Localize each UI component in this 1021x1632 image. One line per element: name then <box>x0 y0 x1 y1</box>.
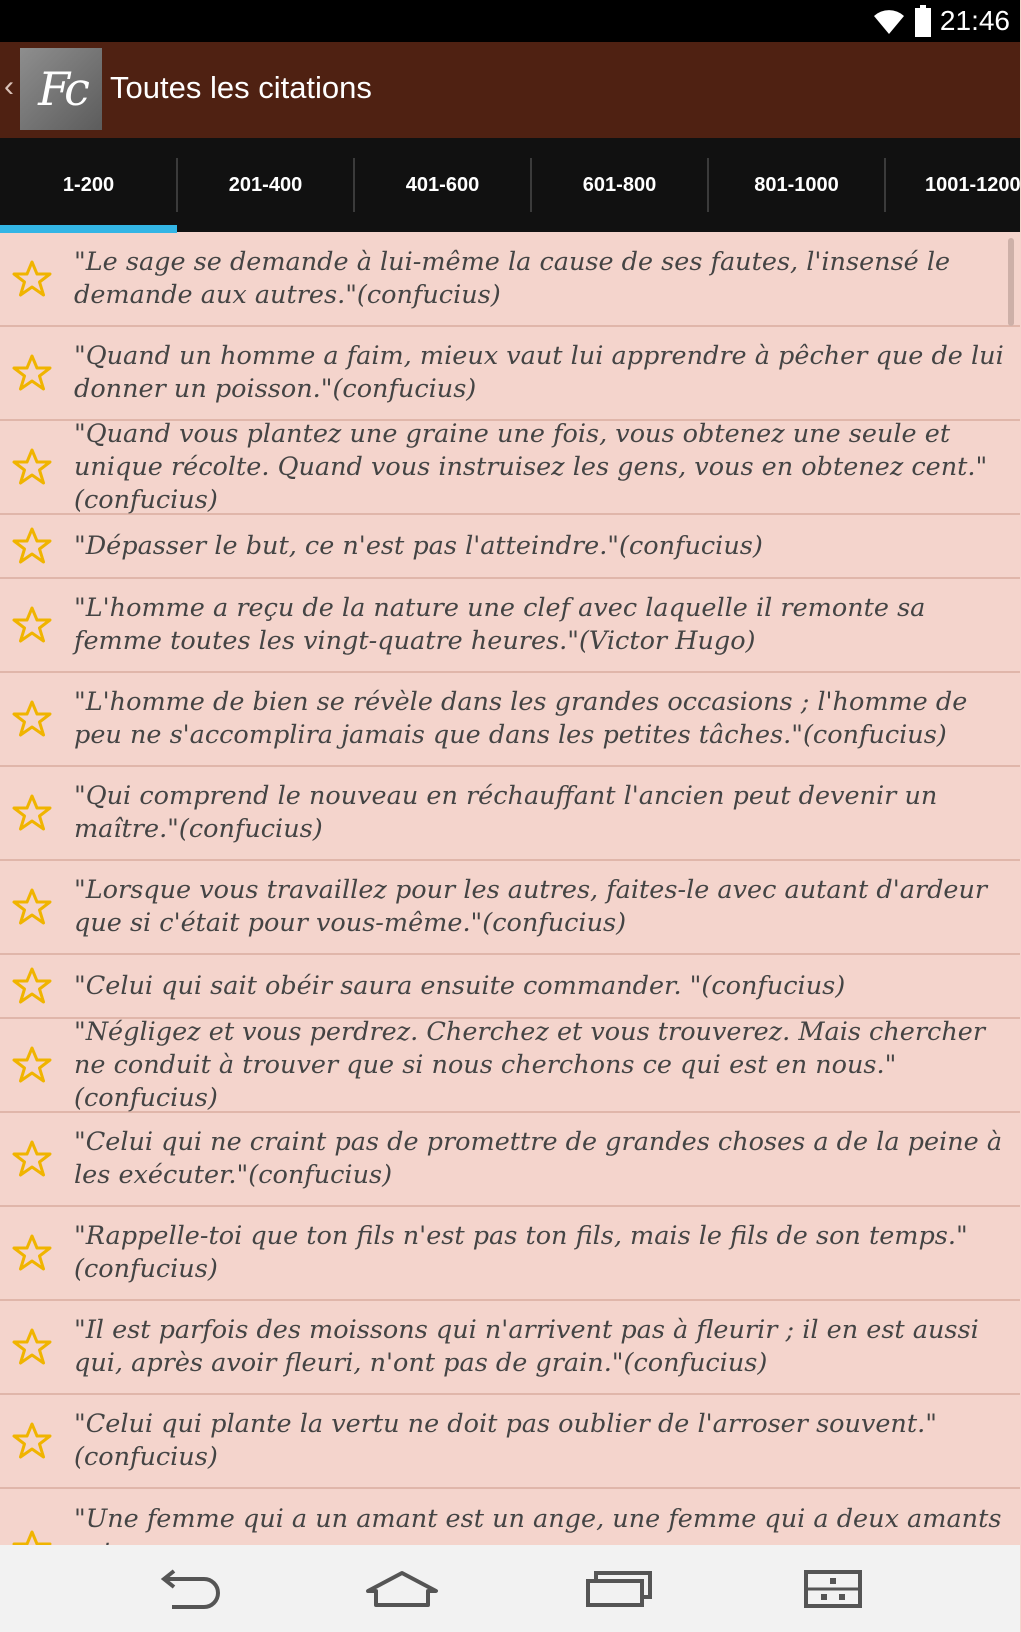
quote-text: "L'homme a reçu de la nature une clef avec laquelle il remonte sa femme toutes les vingt-quatre heures."(Victor Hugo) <box>74 593 926 656</box>
up-caret-icon[interactable]: ‹ <box>4 70 14 103</box>
list-item[interactable] <box>0 418 1020 515</box>
tab-201-400[interactable]: 201-400 <box>228 173 303 196</box>
quote-text: "Qui comprend le nouveau en réchauffant l'ancien peut devenir un maître."(confucius) <box>74 781 938 844</box>
quote-text: "Négligez et vous perdrez. Cherchez et vous trouverez. Mais chercher ne conduit à trouver que si nous cherchons ce qui est en nous."(confucius) <box>74 1016 986 1113</box>
tab-1-200[interactable]: 1-200 <box>62 173 115 196</box>
menu-icon <box>803 1569 863 1609</box>
list-item[interactable] <box>0 955 1020 1019</box>
list-item[interactable] <box>0 1113 1020 1207</box>
quote-list[interactable] <box>0 233 1020 1545</box>
quote-text: "Le sage se demande à lui-même la cause de ses fautes, l'insensé le demande aux autres."(confucius) <box>74 247 951 310</box>
action-bar <box>0 42 1020 138</box>
status-icons <box>872 4 1010 38</box>
scrollbar[interactable] <box>1008 238 1014 326</box>
system-nav-bar <box>0 1545 1020 1632</box>
list-item[interactable] <box>0 233 1020 327</box>
tab-801-1000[interactable]: 801-1000 <box>754 173 839 196</box>
list-item[interactable] <box>0 673 1020 767</box>
star-icon[interactable] <box>12 259 52 299</box>
quote-text: "Il est parfois des moissons qui n'arrivent pas à fleurir ; il en est aussi qui, après avoir fleuri, n'ont pas de grain."(confucius) <box>74 1315 979 1378</box>
list-item[interactable] <box>0 767 1020 861</box>
star-icon[interactable] <box>12 353 52 393</box>
tab-1001-1200[interactable]: 1001-1200 <box>925 173 1021 196</box>
menu-button[interactable] <box>788 1559 878 1619</box>
app-logo-text: Fc <box>38 62 84 116</box>
app-logo[interactable] <box>20 48 102 130</box>
quote-text: "Dépasser le but, ce n'est pas l'atteindre."(confucius) <box>74 530 763 561</box>
star-icon[interactable] <box>12 447 52 487</box>
home-button[interactable] <box>357 1559 447 1619</box>
star-icon[interactable] <box>12 793 52 833</box>
quote-text: "Quand un homme a faim, mieux vaut lui apprendre à pêcher que de lui donner un poisson."(confucius) <box>74 341 1004 404</box>
wifi-icon <box>872 6 906 36</box>
list-item[interactable] <box>0 1016 1020 1113</box>
tab-601-800[interactable]: 601-800 <box>582 173 657 196</box>
quote-text: "Quand vous plantez une graine une fois, vous obtenez une seule et unique récolte. Quand vous instruisez les gens, vous en obtenez cent."(confucius) <box>74 418 988 515</box>
tab-401-600[interactable]: 401-600 <box>405 173 480 196</box>
tab-bar <box>0 138 1020 232</box>
selected-tab-indicator <box>0 225 177 233</box>
list-item[interactable] <box>0 515 1020 579</box>
star-icon[interactable] <box>12 699 52 739</box>
list-item[interactable] <box>0 579 1020 673</box>
list-item[interactable] <box>0 327 1020 421</box>
recent-apps-button[interactable] <box>574 1559 664 1619</box>
star-icon[interactable] <box>12 1045 52 1085</box>
star-icon[interactable] <box>12 887 52 927</box>
star-icon[interactable] <box>12 1327 52 1367</box>
star-icon[interactable] <box>12 1421 52 1461</box>
list-item[interactable] <box>0 1207 1020 1301</box>
quote-text: "Rappelle-toi que ton fils n'est pas ton fils, mais le fils de son temps."(confucius) <box>74 1221 968 1284</box>
quote-text: "Lorsque vous travaillez pour les autres, faites-le avec autant d'ardeur que si c'était pour vous-même."(confucius) <box>74 875 988 938</box>
star-icon[interactable] <box>12 605 52 645</box>
quote-text: "L'homme de bien se révèle dans les grandes occasions ; l'homme de peu ne s'accomplira jamais que dans les petites tâches."(confucius) <box>74 687 968 750</box>
back-button[interactable] <box>142 1559 232 1619</box>
quote-text: "Celui qui sait obéir saura ensuite commander. "(confucius) <box>74 970 846 1001</box>
status-bar <box>0 0 1020 42</box>
list-item[interactable] <box>0 1395 1020 1489</box>
page-title: Toutes les citations <box>110 70 372 105</box>
star-icon[interactable] <box>12 966 52 1006</box>
star-icon[interactable] <box>12 526 52 566</box>
star-icon[interactable] <box>12 1233 52 1273</box>
list-item[interactable] <box>0 861 1020 955</box>
quote-text: "Une femme qui a un amant est un ange, une femme qui a deux amants <box>74 1504 1002 1534</box>
status-time: 21:46 <box>939 5 1010 36</box>
list-item[interactable] <box>0 1301 1020 1395</box>
back-icon <box>152 1569 222 1609</box>
recent-apps-icon <box>584 1569 654 1609</box>
battery-icon <box>914 5 932 37</box>
quote-text: "Celui qui ne craint pas de promettre de grandes choses a de la peine à les exécuter."(confucius) <box>74 1127 1003 1190</box>
star-icon[interactable] <box>12 1139 52 1179</box>
home-icon <box>364 1569 440 1609</box>
quote-text: "Celui qui plante la vertu ne doit pas oublier de l'arroser souvent."(confucius) <box>74 1409 937 1472</box>
